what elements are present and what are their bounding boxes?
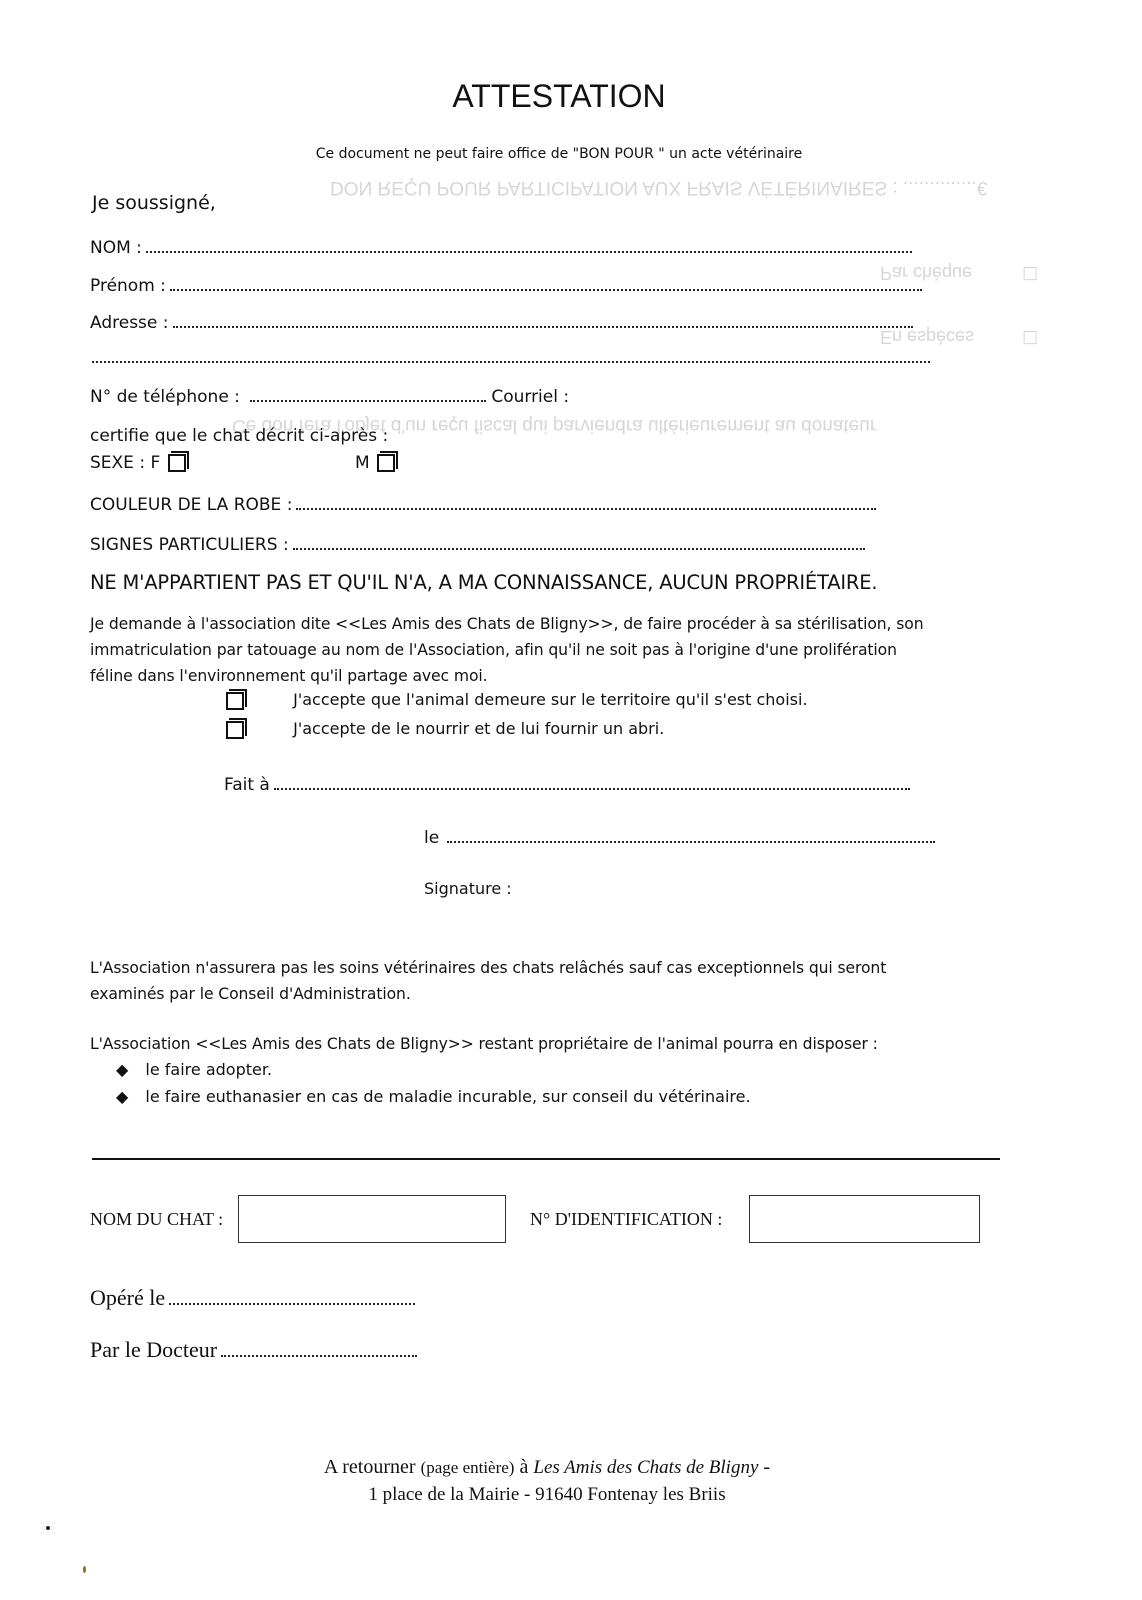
footer-return-line [0, 1456, 1094, 1479]
bleed-through-text: ☐ [1022, 263, 1039, 283]
accept-territoire-checkbox[interactable] [226, 692, 244, 710]
telephone-dotted-line[interactable] [250, 386, 486, 402]
identification-input[interactable] [749, 1195, 980, 1243]
docteur-dotted-line[interactable] [221, 1339, 417, 1357]
demande-paragraph [90, 611, 924, 689]
nom-label: NOM : [90, 238, 142, 258]
footer-page-entiere: (page entière) [420, 1458, 515, 1477]
scan-speck [83, 1566, 86, 1573]
couleur-label: COULEUR DE LA ROBE : [90, 495, 293, 515]
courriel-label: Courriel : [491, 387, 570, 407]
identification-label: N° D'IDENTIFICATION : [530, 1209, 723, 1229]
accept-territoire-row[interactable] [226, 690, 808, 710]
diamond-bullet-icon: ◆ [116, 1087, 129, 1106]
fait-a-label: Fait à [224, 775, 270, 795]
diamond-bullet-icon: ◆ [116, 1060, 129, 1079]
docteur-field[interactable] [90, 1337, 417, 1363]
fait-a-field[interactable] [224, 774, 910, 795]
prenom-dotted-line[interactable] [170, 275, 922, 291]
page-subtitle: Ce document ne peut faire office de "BON POUR " un acte vétérinaire [315, 146, 803, 162]
adresse-label: Adresse : [90, 313, 169, 333]
soins-line: examinés par le Conseil d'Administration. [90, 985, 411, 1003]
sexe-female-checkbox[interactable] [168, 454, 186, 472]
opere-field[interactable] [90, 1285, 415, 1311]
footer-a: à [519, 1456, 529, 1478]
sexe-row [90, 453, 186, 473]
soins-paragraph [90, 955, 886, 1007]
sexe-label: SEXE : F [90, 453, 161, 473]
signature-label: Signature : [424, 879, 512, 898]
adresse-field[interactable] [90, 312, 913, 333]
bleed-through-text: DON REÇU POUR PARTICIPATION AUX FRAIS VÉTÉRINAIRES : ..............€ [330, 177, 988, 198]
bleed-through-text: ☐ [1022, 327, 1039, 347]
demande-line: immatriculation par tatouage au nom de l'Association, afin qu'il ne soit pas à l'origine d'une prolifération [90, 641, 897, 659]
nom-field[interactable] [90, 237, 912, 258]
signes-field[interactable] [90, 534, 865, 555]
bullet-item [116, 1084, 751, 1110]
telephone-label: N° de téléphone : [90, 387, 240, 407]
bleed-through-text: Par chèque [880, 263, 973, 283]
accept-nourrir-checkbox[interactable] [226, 721, 244, 739]
adresse-dotted-line-2[interactable] [92, 349, 930, 363]
scan-speck [46, 1526, 50, 1530]
soins-line: L'Association n'assurera pas les soins vétérinaires des chats relâchés sauf cas exceptionnels qui seront [90, 959, 887, 977]
demande-line: Je demande à l'association dite <<Les Amis des Chats de Bligny>>, de faire procéder à sa stérilisation, son [90, 615, 924, 633]
bleed-through-text: En espèces [880, 327, 975, 347]
date-dotted-line[interactable] [447, 827, 935, 843]
accept-nourrir-row[interactable] [226, 719, 664, 739]
demande-line: féline dans l'environnement qu'il partage avec moi. [90, 667, 488, 685]
accept-territoire-label: J'accepte que l'animal demeure sur le territoire qu'il s'est choisi. [293, 690, 808, 709]
bullet-text: le faire euthanasier en cas de maladie incurable, sur conseil du vétérinaire. [145, 1087, 751, 1106]
sexe-m-row [355, 453, 395, 473]
footer-association-name: Les Amis des Chats de Bligny [533, 1457, 759, 1478]
sexe-m-label: M [355, 453, 370, 473]
prenom-label: Prénom : [90, 276, 166, 296]
footer-dash: - [763, 1456, 771, 1478]
opere-label: Opéré le [90, 1285, 166, 1310]
accept-nourrir-label: J'accepte de le nourrir et de lui fournir un abri. [293, 719, 665, 738]
couleur-dotted-line[interactable] [296, 494, 876, 510]
section-divider [92, 1158, 1000, 1160]
bullet-item [116, 1057, 272, 1083]
intro-text: Je soussigné, [92, 192, 216, 214]
page-title: ATTESTATION [452, 78, 666, 114]
fait-a-dotted-line[interactable] [274, 774, 910, 790]
signes-label: SIGNES PARTICULIERS : [90, 535, 289, 555]
footer-address: 1 place de la Mairie - 91640 Fontenay les Briis [368, 1484, 726, 1505]
certifie-text: certifie que le chat décrit ci-après : [90, 426, 389, 446]
declaration-text: NE M'APPARTIENT PAS ET QU'IL N'A, A MA CONNAISSANCE, AUCUN PROPRIÉTAIRE. [90, 571, 878, 594]
nom-dotted-line[interactable] [146, 237, 912, 253]
bleed-through-text: Ce don fera l'objet d'un reçu fiscal qui parviendra ultérieurement au donateur [232, 415, 877, 436]
adresse-dotted-line[interactable] [173, 312, 913, 328]
signes-dotted-line[interactable] [293, 534, 865, 550]
docteur-label: Par le Docteur [90, 1337, 218, 1362]
bullet-text: le faire adopter. [145, 1060, 273, 1079]
couleur-field[interactable] [90, 494, 876, 515]
nom-chat-input[interactable] [238, 1195, 506, 1243]
footer-retourner: A retourner [323, 1456, 416, 1478]
proprietaire-text: L'Association <<Les Amis des Chats de Bligny>> restant propriétaire de l'animal pourra en disposer : [90, 1035, 878, 1053]
prenom-field[interactable] [90, 275, 922, 296]
date-field[interactable] [424, 827, 935, 848]
opere-dotted-line[interactable] [169, 1287, 415, 1305]
nom-chat-label: NOM DU CHAT : [90, 1209, 224, 1229]
sexe-male-checkbox[interactable] [377, 454, 395, 472]
date-label: le [424, 828, 440, 848]
telephone-field[interactable] [90, 386, 569, 407]
